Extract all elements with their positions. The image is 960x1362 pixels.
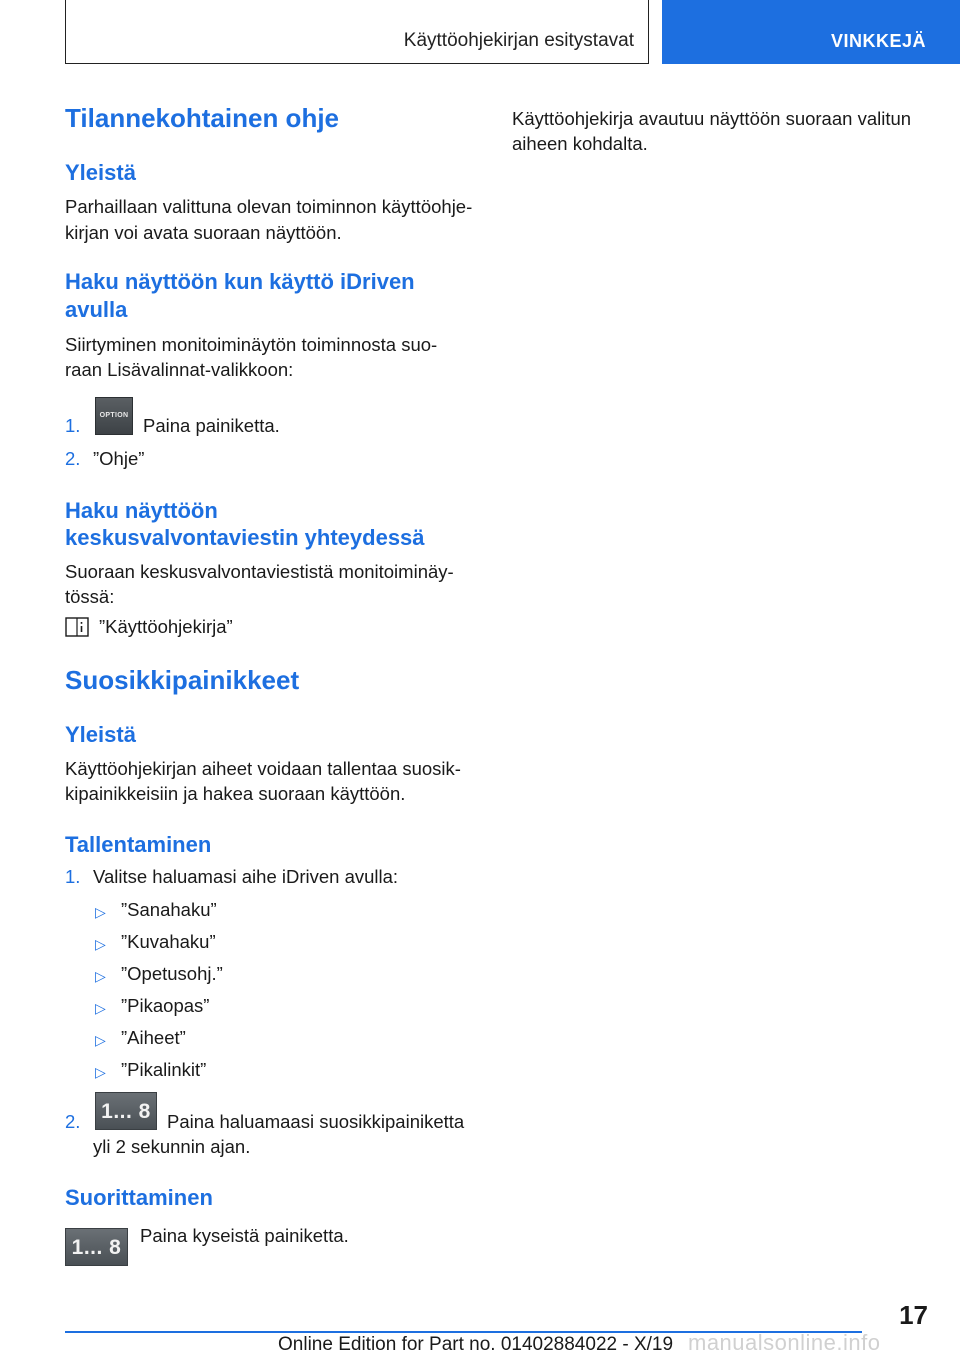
favorite-button-label: 1... 8 <box>101 1100 151 1123</box>
execute-text: Paina kyseistä painiketta. <box>140 1225 349 1246</box>
paragraph-general-2-line2: kipainikkeisiin ja hakea suoraan käyttöön. <box>65 783 406 804</box>
subheading-general-2: Yleistä <box>65 722 136 747</box>
right-paragraph-line1: Käyttöohjekirja avautuu näyttöön suoraan valitun <box>512 108 912 129</box>
favorite-button-icon <box>95 1092 157 1130</box>
bullet-triangle-icon: ▷ <box>95 904 106 920</box>
header-chapter-tab <box>662 0 960 64</box>
save-step-number-1: 1. <box>65 866 81 887</box>
subheading-executing: Suorittaminen <box>65 1185 213 1210</box>
manual-menu-text: ”Käyttöohjekirja” <box>99 616 233 637</box>
bullet-triangle-icon: ▷ <box>95 936 106 952</box>
footer-edition: Online Edition for Part no. 01402884022 - X/19 <box>278 1334 674 1355</box>
header-chapter-label: VINKKEJÄ <box>830 31 926 51</box>
bullet-triangle-icon: ▷ <box>95 968 106 984</box>
header-section-title: Käyttöohjekirjan esitystavat <box>403 30 634 51</box>
paragraph-cc-line1: Suoraan keskusvalvontaviestistä monitoiminäy- <box>65 561 454 582</box>
paragraph-general-1: Parhaillaan valittuna olevan toiminnon käyttöohje-kirjan voi avata suoraan näyttöön. <box>65 196 473 243</box>
paragraph-cc-line2: tössä: <box>65 586 115 607</box>
heading-favorites: Suosikkipainikkeet <box>65 665 300 695</box>
option-button-label: OPTION <box>99 412 129 419</box>
heading-situational-help: Tilannekohtainen ohje <box>65 103 340 133</box>
subheading-saving: Tallentaminen <box>65 832 212 857</box>
bullet-triangle-icon: ▷ <box>95 1000 106 1016</box>
watermark: manualsonline.info <box>688 1330 881 1355</box>
subheading-idrive-line2: avulla <box>65 297 128 322</box>
option-button-icon <box>95 397 133 435</box>
favorite-button-label-2: 1... 8 <box>71 1236 122 1259</box>
save-step-text-1: Valitse haluamasi aihe iDriven avulla: <box>93 866 399 887</box>
favorite-button-icon-2 <box>65 1228 128 1266</box>
paragraph-general-2-line1: Käyttöohjekirjan aiheet voidaan tallentaa suosik- <box>65 758 461 779</box>
sub-item: ”Kuvahaku” <box>121 931 216 952</box>
subheading-idrive-line1: Haku näyttöön kun käyttö iDriven <box>65 269 415 294</box>
save-step-text-2-line1: Paina haluamaasi suosikkipainiketta <box>167 1111 465 1132</box>
paragraph-idrive-line1: Siirtyminen monitoiminäytön toiminnosta suo- <box>65 334 438 355</box>
bullet-triangle-icon: ▷ <box>95 1064 106 1080</box>
step-text-2: ”Ohje” <box>93 448 145 469</box>
subheading-cc-line1: Haku näyttöön <box>65 498 218 523</box>
save-step-number-2: 2. <box>65 1111 81 1132</box>
right-paragraph-line2: aiheen kohdalta. <box>512 133 648 154</box>
bullet-triangle-icon: ▷ <box>95 1032 106 1048</box>
paragraph-idrive-line2: raan Lisävalinnat-valikkoon: <box>65 359 294 380</box>
save-step-text-2-line2: yli 2 sekunnin ajan. <box>93 1136 251 1157</box>
header-section-box <box>65 0 649 64</box>
step-number-2: 2. <box>65 448 81 469</box>
step-text-1: Paina painiketta. <box>143 415 280 436</box>
subheading-cc-line2: keskusvalvontaviestin yhteydessä <box>65 525 425 550</box>
sub-item: ”Pikaopas” <box>121 995 210 1016</box>
sub-item: ”Opetusohj.” <box>121 963 223 984</box>
sub-item: ”Sanahaku” <box>121 899 217 920</box>
page-number: 17 <box>899 1300 928 1330</box>
sub-item: ”Pikalinkit” <box>121 1059 207 1080</box>
subheading-general-1: Yleistä <box>65 160 136 185</box>
sub-item: ”Aiheet” <box>121 1027 186 1048</box>
step-number-1: 1. <box>65 415 81 436</box>
owners-manual-icon <box>65 617 89 637</box>
